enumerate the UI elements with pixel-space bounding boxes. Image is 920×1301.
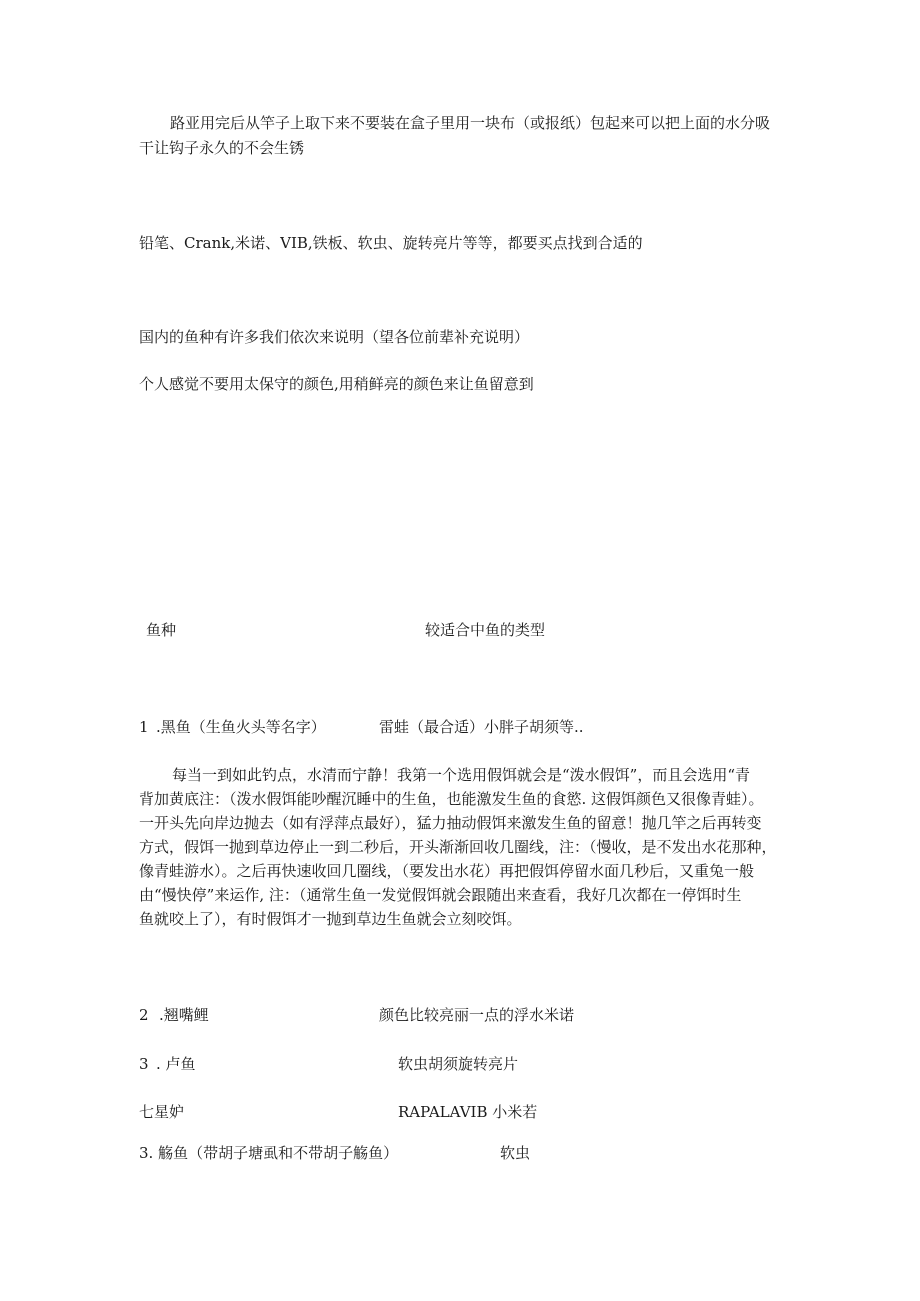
- row-2-lure: 颜色比较亮丽一点的浮水米诺: [379, 1006, 575, 1024]
- paragraph-lure-care-line1: 路亚用完后从竿子上取下来不要装在盒子里用一块布（或报纸）包起来可以把上面的水分吸: [170, 114, 771, 132]
- story-line-3: 一开头先向岸边抛去（如有浮萍点最好），猛力抽动假饵来激发生鱼的留意！抛几竿之后再转变: [139, 814, 762, 832]
- story-line-5: 像青蛙游水）。之后再快速收回几圈线，（要发出水花）再把假饵停留水面几秒后，又重兔一般: [139, 862, 755, 880]
- row-3-number: 3: [139, 1055, 149, 1073]
- row-1-fish: .黑鱼（生鱼火头等名字）: [156, 718, 326, 736]
- row-5-fish: 3. 觞鱼（带胡子塘虱和不带胡子觞鱼）: [139, 1144, 399, 1162]
- row-2-number: 2: [139, 1006, 149, 1024]
- row-1-lure: 雷蛙（最合适）小胖子胡须等..: [379, 718, 584, 736]
- row-4-lure: RAPALAVIB 小米若: [398, 1103, 538, 1121]
- table-header-fish: 鱼种: [146, 621, 177, 639]
- table-header-lure-type: 较适合中鱼的类型: [425, 621, 546, 639]
- paragraph-color-advice: 个人感觉不要用太保守的颜色,用稍鲜亮的颜色来让鱼留意到: [139, 375, 534, 393]
- story-line-1: 每当一到如此钓点，水清而宁静！我第一个选用假饵就会是“泼水假饵”，而且会选用“青: [172, 766, 751, 784]
- row-3-fish: . 卢鱼: [156, 1055, 196, 1073]
- row-1-number: 1: [139, 718, 149, 736]
- story-line-4: 方式，假饵一抛到草边停止一到二秒后，开头渐渐回收几圈线，注：（慢收，是不发出水花那种，: [139, 838, 777, 856]
- paragraph-lure-types: 铅笔、Crank,米诺、VIB,铁板、软虫、旋转亮片等等，都要买点找到合适的: [139, 234, 643, 252]
- row-5-lure: 软虫: [500, 1144, 531, 1162]
- paragraph-lure-care-line2: 干让钩子永久的不会生锈: [139, 139, 305, 157]
- row-3-lure: 软虫胡须旋转亮片: [398, 1055, 519, 1073]
- story-line-6: 由“慢快停”来运作, 注：（通常生鱼一发觉假饵就会跟随出来查看，我好几次都在一停饵时生: [139, 886, 742, 904]
- story-line-7: 鱼就咬上了），有时假饵才一抛到草边生鱼就会立刻咬饵。: [139, 910, 522, 928]
- story-line-2: 背加黄底注：（泼水假饵能吵醒沉睡中的生鱼，也能激发生鱼的食慾. 这假饵颜色又很像青蛙）。: [139, 790, 764, 808]
- paragraph-fish-species-intro: 国内的鱼种有许多我们依次来说明（望各位前辈补充说明）: [139, 328, 530, 346]
- row-2-fish: .翘嘴鲤: [159, 1006, 209, 1024]
- row-4-fish: 七星妒: [139, 1103, 185, 1121]
